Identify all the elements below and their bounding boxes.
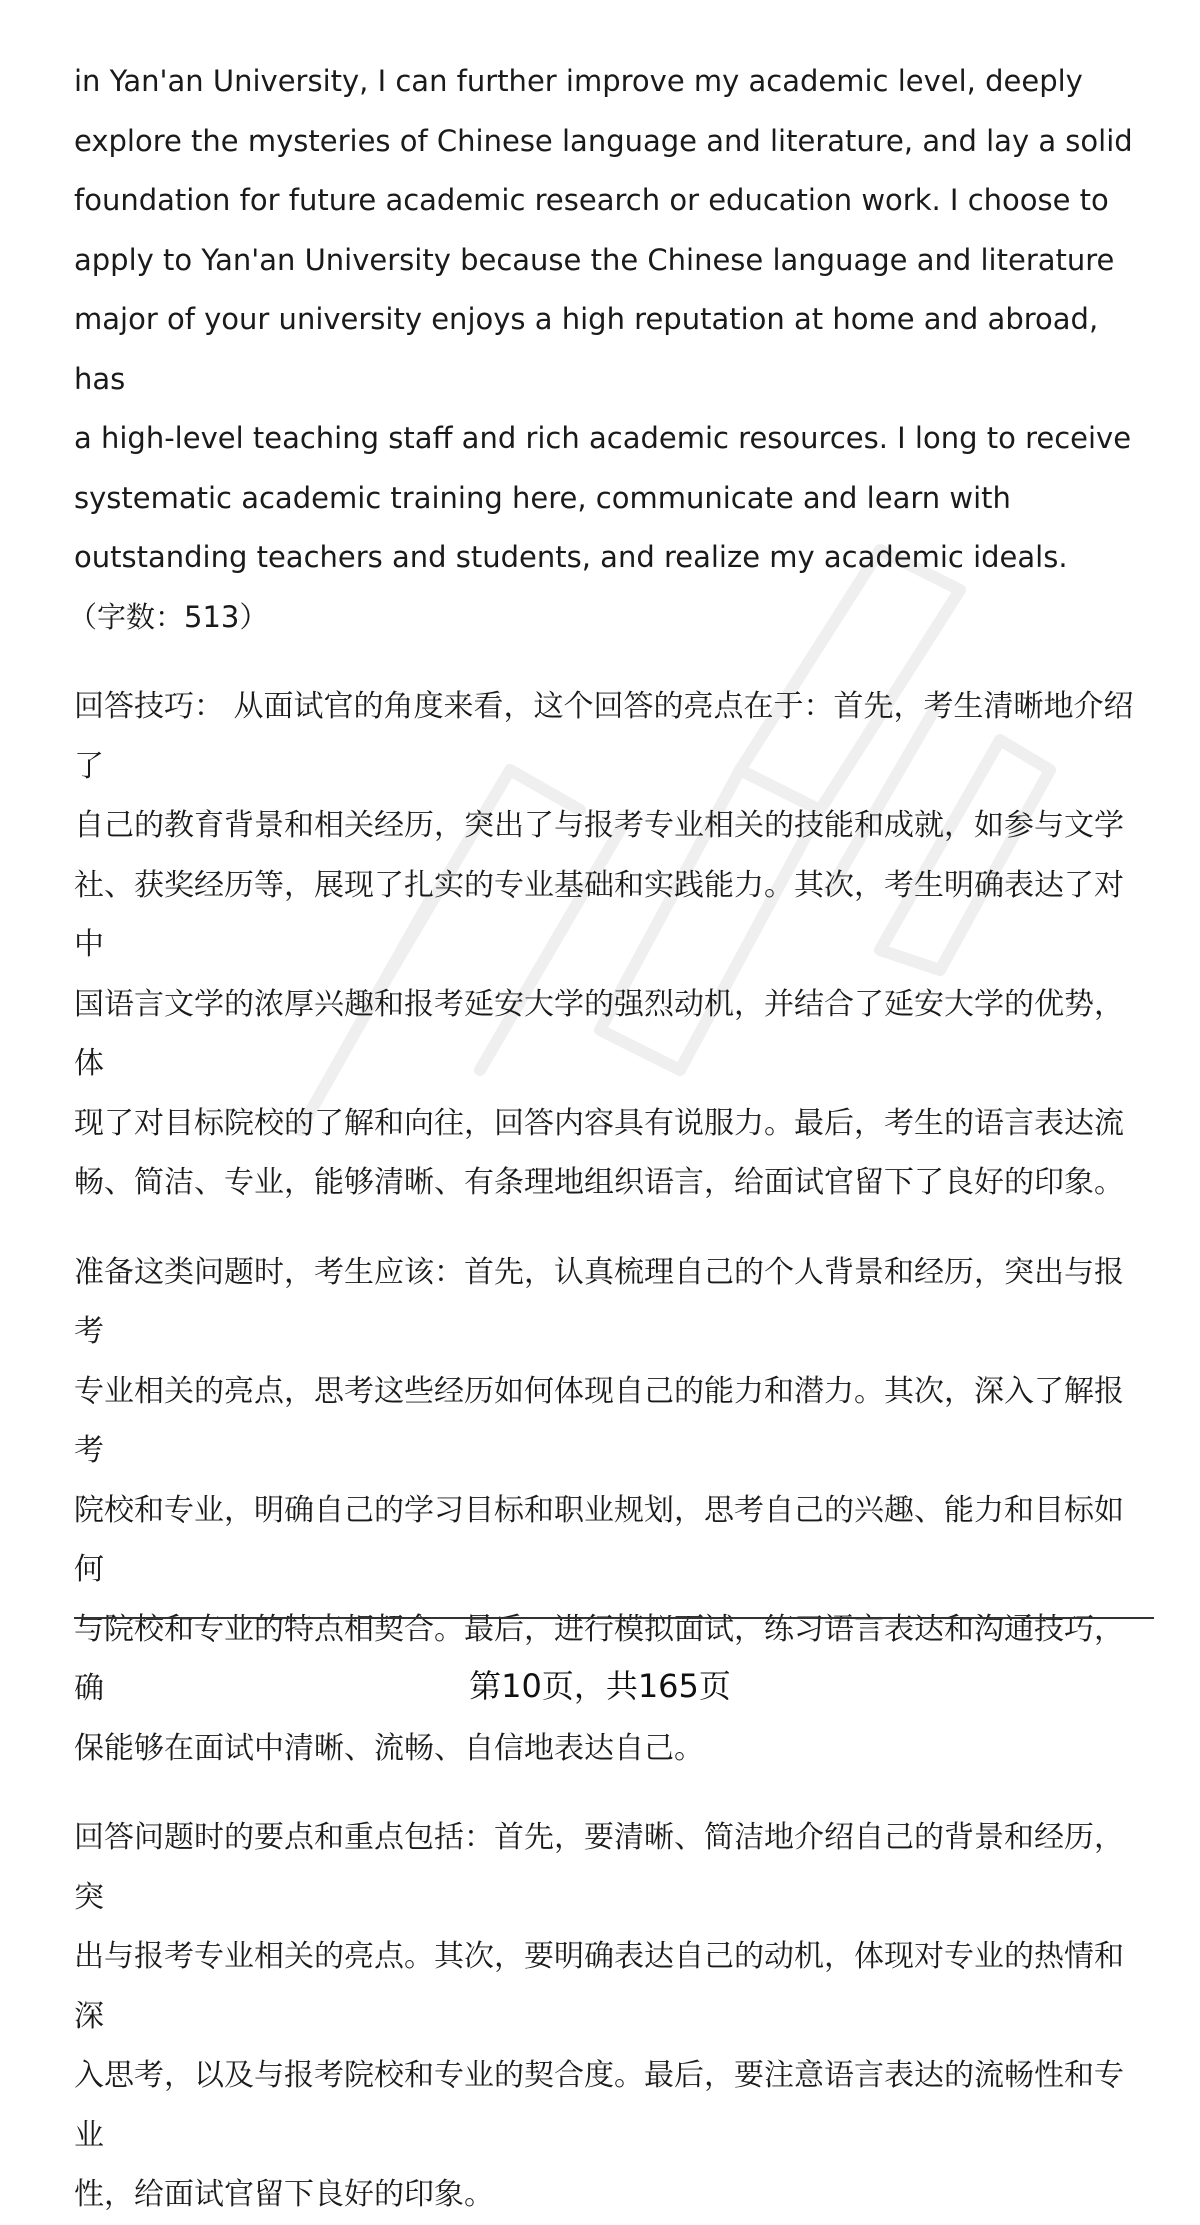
page-number-footer: 第10页，共165页	[469, 1667, 731, 1705]
key-points-paragraph: 回答问题时的要点和重点包括：首先，要清晰、简洁地介绍自己的背景和经历，突 出与报考专业相关的亮点。其次，要明确表达自己的动机，体现对专业的热情和深 入思考，以及与报考院校和专业的契合度。最后，要注意语言表达的流畅性和专业 性，给面试官留下良好的印象。	[74, 1820, 1124, 2212]
document-body	[68, 52, 1146, 2225]
english-answer-paragraph: in Yan'an University, I can further improve my academic level, deeply explore the mysteries of Chinese language and literature, and lay a solid foundation for future academic research or education work. I choose to apply to Yan'an University because the Chinese language and literature major of your university enjoys a high reputation at home and abroad, has a high-level teaching staff and rich academic resources. I long to receive systematic academic training here, communicate and learn with outstanding teachers and students, and realize my academic ideals.	[74, 64, 1133, 574]
answer-tips-paragraph: 回答技巧： 从面试官的角度来看，这个回答的亮点在于：首先，考生清晰地介绍了 自己的教育背景和相关经历，突出了与报考专业相关的技能和成就，如参与文学 社、获奖经历等，展现了扎实的专业基础和实践能力。其次，考生明确表达了对中 国语言文学的浓厚兴趣和报考延安大学的强烈动机，并结合了延安大学的优势，体 现了对目标院校的了解和向往，回答内容具有说服力。最后，考生的语言表达流 畅、简洁、专业，能够清晰、有条理地组织语言，给面试官留下了良好的印象。	[74, 689, 1134, 1200]
preparation-tips-paragraph: 准备这类问题时，考生应该：首先，认真梳理自己的个人背景和经历，突出与报考 专业相关的亮点，思考这些经历如何体现自己的能力和潜力。其次，深入了解报考 院校和专业，明确自己的学习目标和职业规划，思考自己的兴趣、能力和目标如何 与院校和专业的特点相契合。最后，进行模拟面试，练习语言表达和沟通技巧，确 保能够在面试中清晰、流畅、自信地表达自己。	[74, 1254, 1124, 1766]
word-count-label: （字数：513）	[68, 599, 269, 634]
footer-divider	[74, 1617, 1154, 1619]
